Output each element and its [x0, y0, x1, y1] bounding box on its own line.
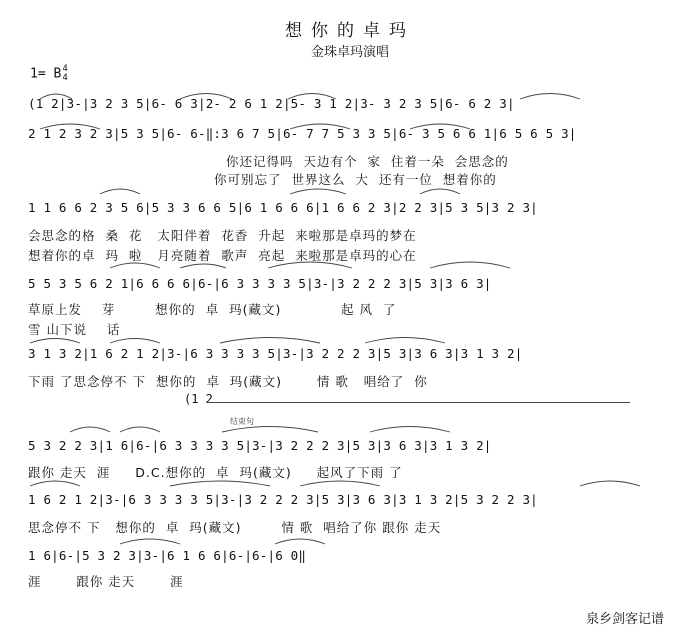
notation-line-6: 5 3 2 2 3|1 6|6-|6 3 3 3 3 5|3-|3 2 2 2 3|5 3|3 6 3|3 1 3 2| [28, 438, 492, 453]
lyric-line-4a: 草原上发 芽 想你的 卓 玛(藏文) 起 风 了 [28, 302, 397, 317]
lyric-line-3b: 想着你的卓 玛 啦 月亮随着 歌声 亮起 来啦那是卓玛的心在 [28, 248, 417, 263]
slur-arc [420, 189, 460, 194]
ending-label: 结束句 [230, 417, 254, 426]
slur-arc [370, 427, 450, 433]
lyric-line-2a: 你还记得吗 天边有个 家 住着一朵 会思念的 [226, 154, 509, 169]
transcriber-credit: 泉乡剑客记谱 [585, 612, 664, 627]
slur-arc [30, 481, 80, 486]
lyric-line-2b: 你可别忘了 世界这么 大 还有一位 想着你的 [214, 172, 497, 187]
slur-arc [430, 262, 510, 268]
lyric-line-4b: 雪 山下说 话 [28, 322, 121, 337]
time-signature-bottom: 4 [62, 73, 68, 83]
lyric-line-8a: 涯 跟你 走天 涯 [28, 574, 184, 589]
slur-arc [170, 481, 270, 486]
notation-line-1: (1 2|3-|3 2 3 5|6- 6 3|2- 2 6 1 2|5- 3 1 2|3- 3 2 3 5|6- 6 2 3| [28, 96, 515, 111]
slur-arc [120, 539, 180, 544]
notation-line-4: 5 5 3 5 6 2 1|6 6 6 6|6-|6 3 3 3 3 5|3-|3 2 2 2 3|5 3|3 6 3| [28, 276, 492, 291]
slur-arc [222, 427, 318, 433]
lyric-line-7a: 思念停不 下 想你的 卓 玛(藏文) 情 歌 唱给了你 跟你 走天 [28, 520, 442, 535]
notation-line-2: 2 1 2 3 2 3|5 3 5|6- 6-‖:3 6 7 5|6- 7 7 5 3 3 5|6- 3 5 6 6 1|6 5 6 5 3| [28, 126, 577, 141]
song-title: 想你的卓玛 [285, 21, 415, 41]
key-label: 1= B [30, 66, 62, 82]
slur-arc [220, 338, 320, 344]
ending-bracket [206, 402, 630, 415]
slur-arc [110, 339, 160, 344]
time-signature-top: 4 [62, 64, 68, 74]
slur-arc [180, 264, 226, 268]
slur-arc [365, 338, 445, 344]
notation-line-3: 1 1 6 6 2 3 5 6|5 3 3 6 6 5|6 1 6 6 6|1 6 6 2 3|2 2 3|5 3 5|3 2 3| [28, 200, 538, 215]
slur-arc [70, 427, 110, 432]
slur-arc [275, 539, 325, 544]
lyric-line-3a: 会思念的格 桑 花 太阳伴着 花香 升起 来啦那是卓玛的梦在 [28, 228, 417, 243]
slur-arc [120, 427, 160, 432]
slur-arc [290, 189, 346, 194]
notation-line-7: 1 6 2 1 2|3-|6 3 3 3 3 5|3-|3 2 2 2 3|5 3|3 6 3|3 1 3 2|5 3 2 2 3| [28, 492, 538, 507]
notation-line-5: 3 1 3 2|1 6 2 1 2|3-|6 3 3 3 3 5|3-|3 2 2 2 3|5 3|3 6 3|3 1 3 2| [28, 346, 523, 361]
slur-arc [520, 94, 580, 100]
notation-line-8: 1 6|6-|5 3 2 3|3-|6 1 6 6|6-|6-|6 0‖ [28, 548, 307, 563]
lyric-line-5a: 下雨 了思念停不 下 想你的 卓 玛(藏文) 情 歌 唱给了 你 [28, 374, 428, 389]
lyric-line-6a: 跟你 走天 涯 D.C.想你的 卓 玛(藏文) 起风了下雨 了 [28, 465, 403, 480]
ending-mark: (1 2 [184, 392, 213, 406]
slur-arc [300, 481, 380, 486]
slur-arc [580, 481, 640, 486]
performer-credit: 金珠卓玛演唱 [310, 45, 389, 60]
slur-arc [30, 339, 80, 344]
slur-arc [100, 189, 140, 194]
